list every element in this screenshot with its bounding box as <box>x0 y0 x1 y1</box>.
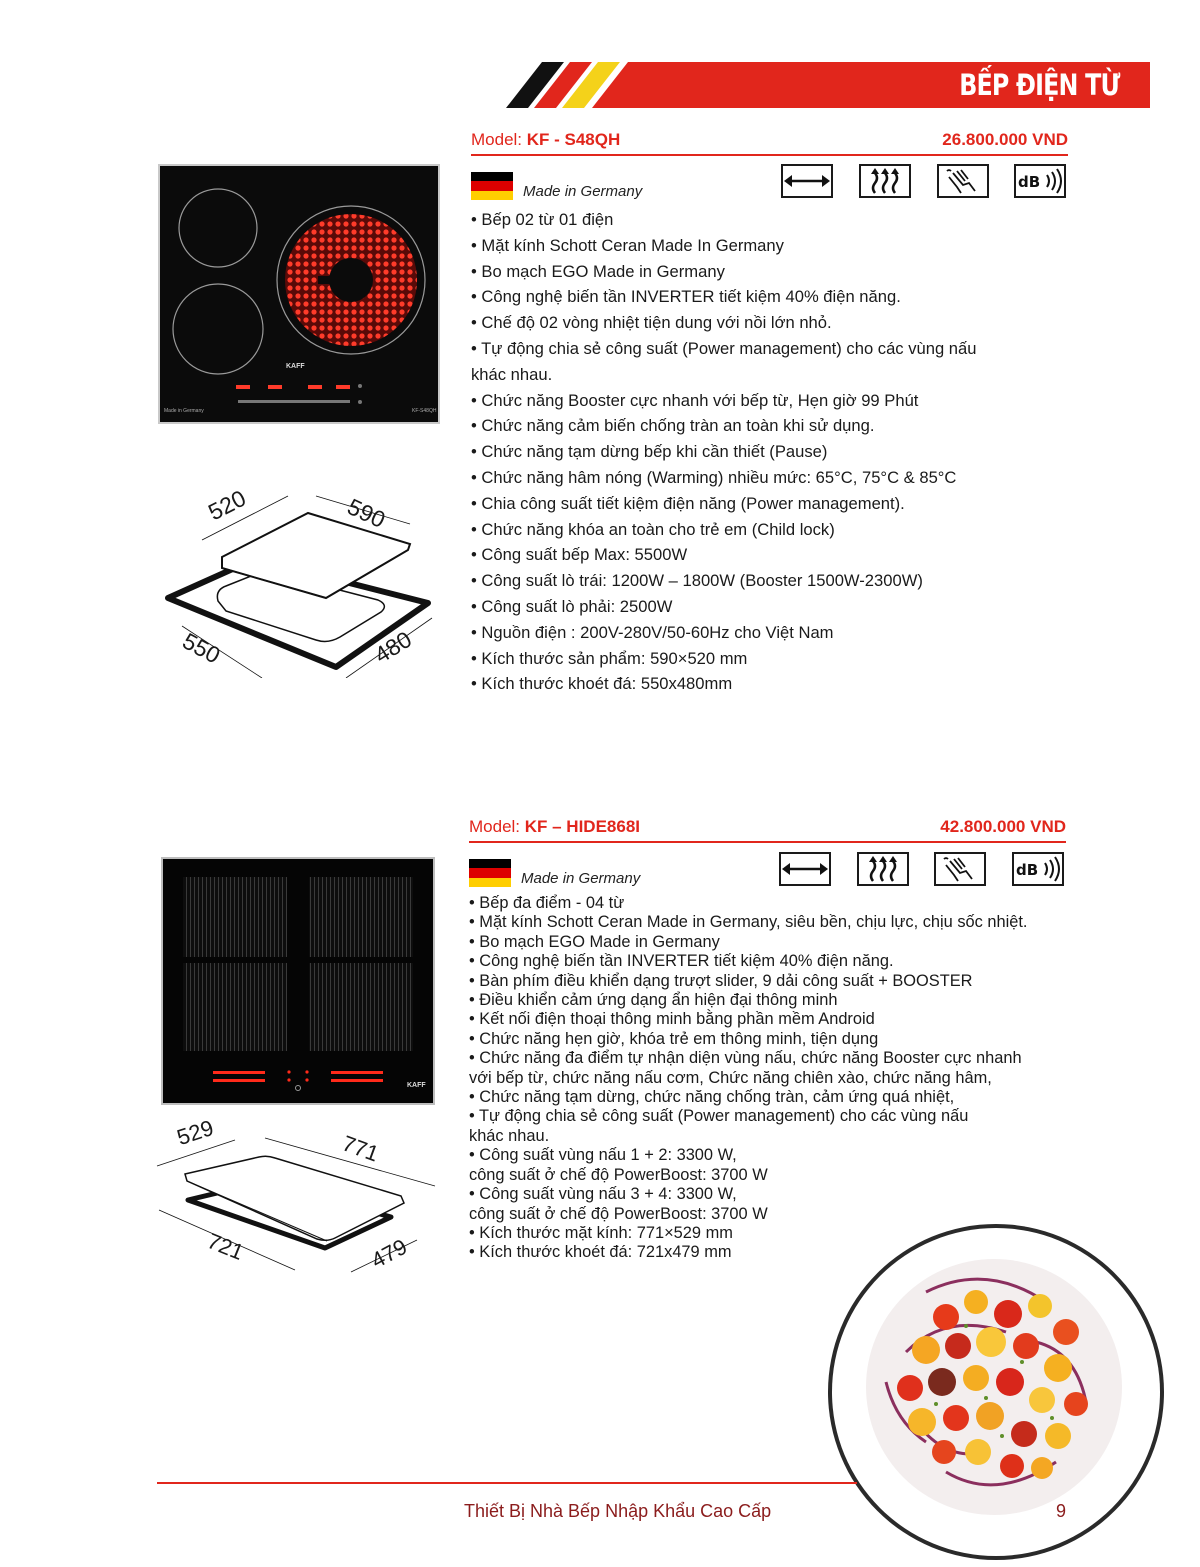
list-item: • Công suất vùng nấu 1 + 2: 3300 W, <box>469 1146 737 1165</box>
product-1-dimension-drawing <box>160 478 440 678</box>
salad-bowl-photo <box>826 1222 1166 1562</box>
list-item: với bếp từ, chức năng nấu cơm, Chức năng chiên xào, chức năng hâm, <box>469 1068 992 1087</box>
list-item: • Chức năng đa điểm tự nhận diện vùng nấu, chức năng Booster cực nhanh <box>469 1049 1022 1068</box>
product-2-feature-list <box>469 894 1027 1263</box>
product-1-model: Model: KF - S48QH <box>471 130 621 149</box>
list-item: công suất ở chế độ PowerBoost: 3700 W <box>469 1204 768 1223</box>
list-item: công suất ở chế độ PowerBoost: 3700 W <box>469 1165 768 1184</box>
list-item: • Kích thước sản phẩm: 590×520 mm <box>471 648 748 668</box>
product-1-made-in: Made in Germany <box>523 183 643 200</box>
product-1-photo-made: Made in Germany <box>164 408 204 414</box>
list-item: • Chức năng tạm dừng, chức năng chống tràn, cảm ứng quá nhiệt, <box>469 1088 955 1107</box>
list-item: • Công suất vùng nấu 3 + 4: 3300 W, <box>469 1185 737 1204</box>
product-2-dimension-drawing <box>155 1114 440 1280</box>
dim-top-right: 590 <box>343 493 390 533</box>
list-item: khác nhau. <box>471 364 553 384</box>
list-item: • Bo mạch EGO Made in Germany <box>471 261 725 281</box>
list-item: • Chế độ 02 vòng nhiệt tiện dung với nồi lớn nhỏ. <box>471 313 832 333</box>
product-2-model: Model: KF – HIDE868I <box>469 817 641 836</box>
dim-top-left: 520 <box>203 484 250 526</box>
list-item: • Tự động chia sẻ công suất (Power management) cho các vùng nấu <box>471 338 977 358</box>
touch-hand-icon <box>937 164 989 198</box>
dim-top-right: 771 <box>339 1130 383 1167</box>
low-noise-db-icon <box>1014 164 1066 198</box>
width-arrow-icon <box>781 164 833 198</box>
product-1-photo-model: KF-S48QH <box>412 408 437 414</box>
dim-bottom-right: 480 <box>369 625 417 669</box>
footer-divider <box>157 1482 857 1484</box>
list-item: • Công nghệ biến tần INVERTER tiết kiệm 40% điện năng. <box>471 287 901 307</box>
list-item: • Tự động chia sẻ công suất (Power management) cho các vùng nấu <box>469 1107 969 1126</box>
list-item: • Chia công suất tiết kiệm điện năng (Power management). <box>471 493 905 513</box>
product-2-photo <box>161 857 435 1110</box>
low-noise-db-icon <box>1012 852 1064 886</box>
header-banner <box>500 62 1150 108</box>
product-1-photo-brand: KAFF <box>286 363 305 370</box>
list-item: • Công suất bếp Max: 5500W <box>471 545 688 565</box>
list-item: • Chức năng cảm biến chống tràn an toàn khi sử dụng. <box>471 416 875 436</box>
list-item: • Bàn phím điều khiển dạng trượt slider, 9 dải công suất + BOOSTER <box>469 971 973 990</box>
list-item: • Công nghệ biến tần INVERTER tiết kiệm 40% điện năng. <box>469 952 894 971</box>
touch-hand-icon <box>934 852 986 886</box>
width-arrow-icon <box>779 852 831 886</box>
list-item: • Bo mạch EGO Made in Germany <box>469 932 720 951</box>
list-item: • Chức năng tạm dừng bếp khi cần thiết (Pause) <box>471 442 828 462</box>
list-item: • Kích thước khoét đá: 550x480mm <box>471 674 733 694</box>
germany-flag-icon <box>469 859 511 887</box>
list-item: • Công suất lò phải: 2500W <box>471 596 673 616</box>
product-2-photo-brand: KAFF <box>407 1082 426 1089</box>
heat-icon <box>857 852 909 886</box>
list-item: • Bếp 02 từ 01 điện <box>471 210 614 229</box>
list-item: • Kích thước mặt kính: 771×529 mm <box>469 1223 733 1242</box>
list-item: khác nhau. <box>469 1126 550 1145</box>
product-2-model-row <box>469 817 1066 843</box>
list-item: • Chức năng hẹn giờ, khóa trẻ em thông minh, tiện dụng <box>469 1029 879 1048</box>
product-2-made-in: Made in Germany <box>521 870 641 887</box>
product-2-price: 42.800.000 VND <box>940 817 1066 836</box>
dim-bottom-left: 721 <box>203 1228 248 1266</box>
germany-flag-icon <box>471 172 513 200</box>
footer-text: Thiết Bị Nhà Bếp Nhập Khẩu Cao Cấp <box>464 1501 772 1521</box>
list-item: • Kết nối điện thoại thông minh bằng phần mềm Android <box>469 1010 875 1029</box>
list-item: • Nguồn điện : 200V-280V/50-60Hz cho Việt Nam <box>471 622 834 642</box>
product-1-feature-list <box>471 207 977 697</box>
list-item: • Công suất lò trái: 1200W – 1800W (Booster 1500W-2300W) <box>471 571 923 591</box>
svg-text:dB: dB <box>1016 861 1039 879</box>
product-1-photo <box>158 164 440 429</box>
product-1-price: 26.800.000 VND <box>942 130 1068 149</box>
list-item: • Bếp đa điểm - 04 từ <box>469 894 625 912</box>
product-1-model-row <box>471 130 1068 156</box>
page-number: 9 <box>1056 1501 1067 1521</box>
list-item: • Chức năng Booster cực nhanh với bếp từ, Hẹn giờ 99 Phút <box>471 390 919 410</box>
list-item: • Kích thước khoét đá: 721x479 mm <box>469 1243 732 1262</box>
heat-icon <box>859 164 911 198</box>
list-item: • Mặt kính Schott Ceran Made In Germany <box>471 235 784 255</box>
dim-bottom-left: 550 <box>178 627 225 669</box>
dim-top-left: 529 <box>173 1114 217 1151</box>
page-title: BẾP ĐIỆN TỪ <box>959 68 1120 102</box>
list-item: • Chức năng hâm nóng (Warming) nhiều mức: 65°C, 75°C & 85°C <box>471 467 957 487</box>
list-item: • Mặt kính Schott Ceran Made in Germany, siêu bền, chịu lực, chịu sốc nhiệt. <box>469 913 1028 932</box>
list-item: • Điều khiển cảm ứng dạng ẩn hiện đại thông minh <box>469 991 838 1010</box>
svg-text:dB: dB <box>1018 173 1041 191</box>
dim-bottom-right: 479 <box>367 1233 412 1274</box>
list-item: • Chức năng khóa an toàn cho trẻ em (Child lock) <box>471 519 835 539</box>
